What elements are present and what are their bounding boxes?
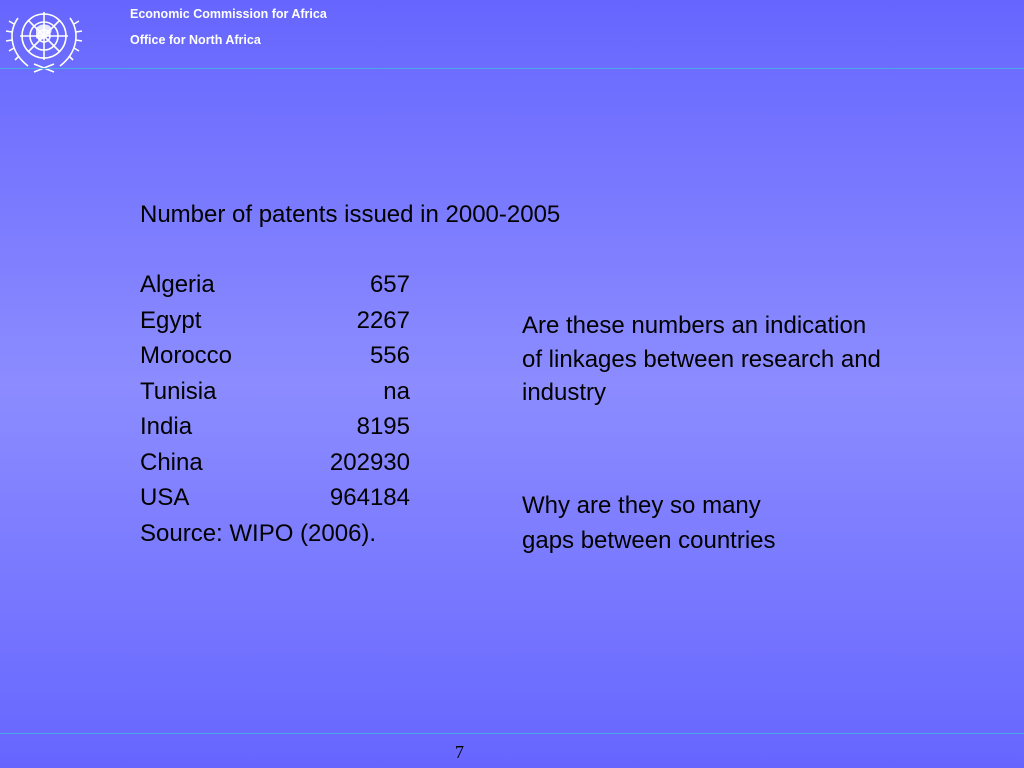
- patent-count: 8195: [356, 413, 410, 440]
- question-line: gaps between countries: [522, 527, 776, 554]
- country-label: Morocco: [140, 342, 233, 369]
- question-line: industry: [522, 379, 607, 406]
- header-divider: [0, 68, 1024, 69]
- country-label: Algeria: [140, 271, 215, 298]
- question-gaps: [522, 488, 776, 558]
- office-name: Office for North Africa: [130, 33, 261, 47]
- country-label: USA: [140, 484, 190, 511]
- org-name: Economic Commission for Africa: [130, 7, 327, 21]
- country-label: China: [140, 448, 203, 476]
- table-row: [140, 270, 415, 306]
- patent-count: 556: [369, 342, 410, 369]
- patent-count: 2267: [356, 306, 410, 334]
- table-row: [140, 412, 415, 448]
- table-row: [140, 377, 415, 413]
- un-emblem-icon: [0, 2, 88, 78]
- question-line: of linkages between research and: [522, 345, 881, 373]
- country-label: Egypt: [140, 306, 202, 334]
- question-line: Are these numbers an indication: [522, 312, 867, 339]
- patent-count: 964184: [329, 484, 410, 511]
- patent-count: na: [383, 377, 410, 405]
- country-label: Tunisia: [140, 377, 217, 405]
- table-row: [140, 306, 415, 342]
- table-title: Number of patents issued in 2000-2005: [140, 201, 561, 228]
- table-row: [140, 341, 415, 377]
- table-row: [140, 448, 415, 484]
- source-note: Source: WIPO (2006).: [140, 519, 377, 547]
- page-number: 7: [455, 742, 464, 762]
- table-row: [140, 483, 415, 519]
- question-linkages: [522, 309, 881, 410]
- footer-divider: [0, 733, 1024, 734]
- country-label: India: [140, 413, 193, 440]
- patents-table: [140, 270, 415, 549]
- patent-count: 202930: [329, 448, 410, 476]
- question-line: Why are they so many: [522, 492, 761, 519]
- patent-count: 657: [369, 271, 410, 298]
